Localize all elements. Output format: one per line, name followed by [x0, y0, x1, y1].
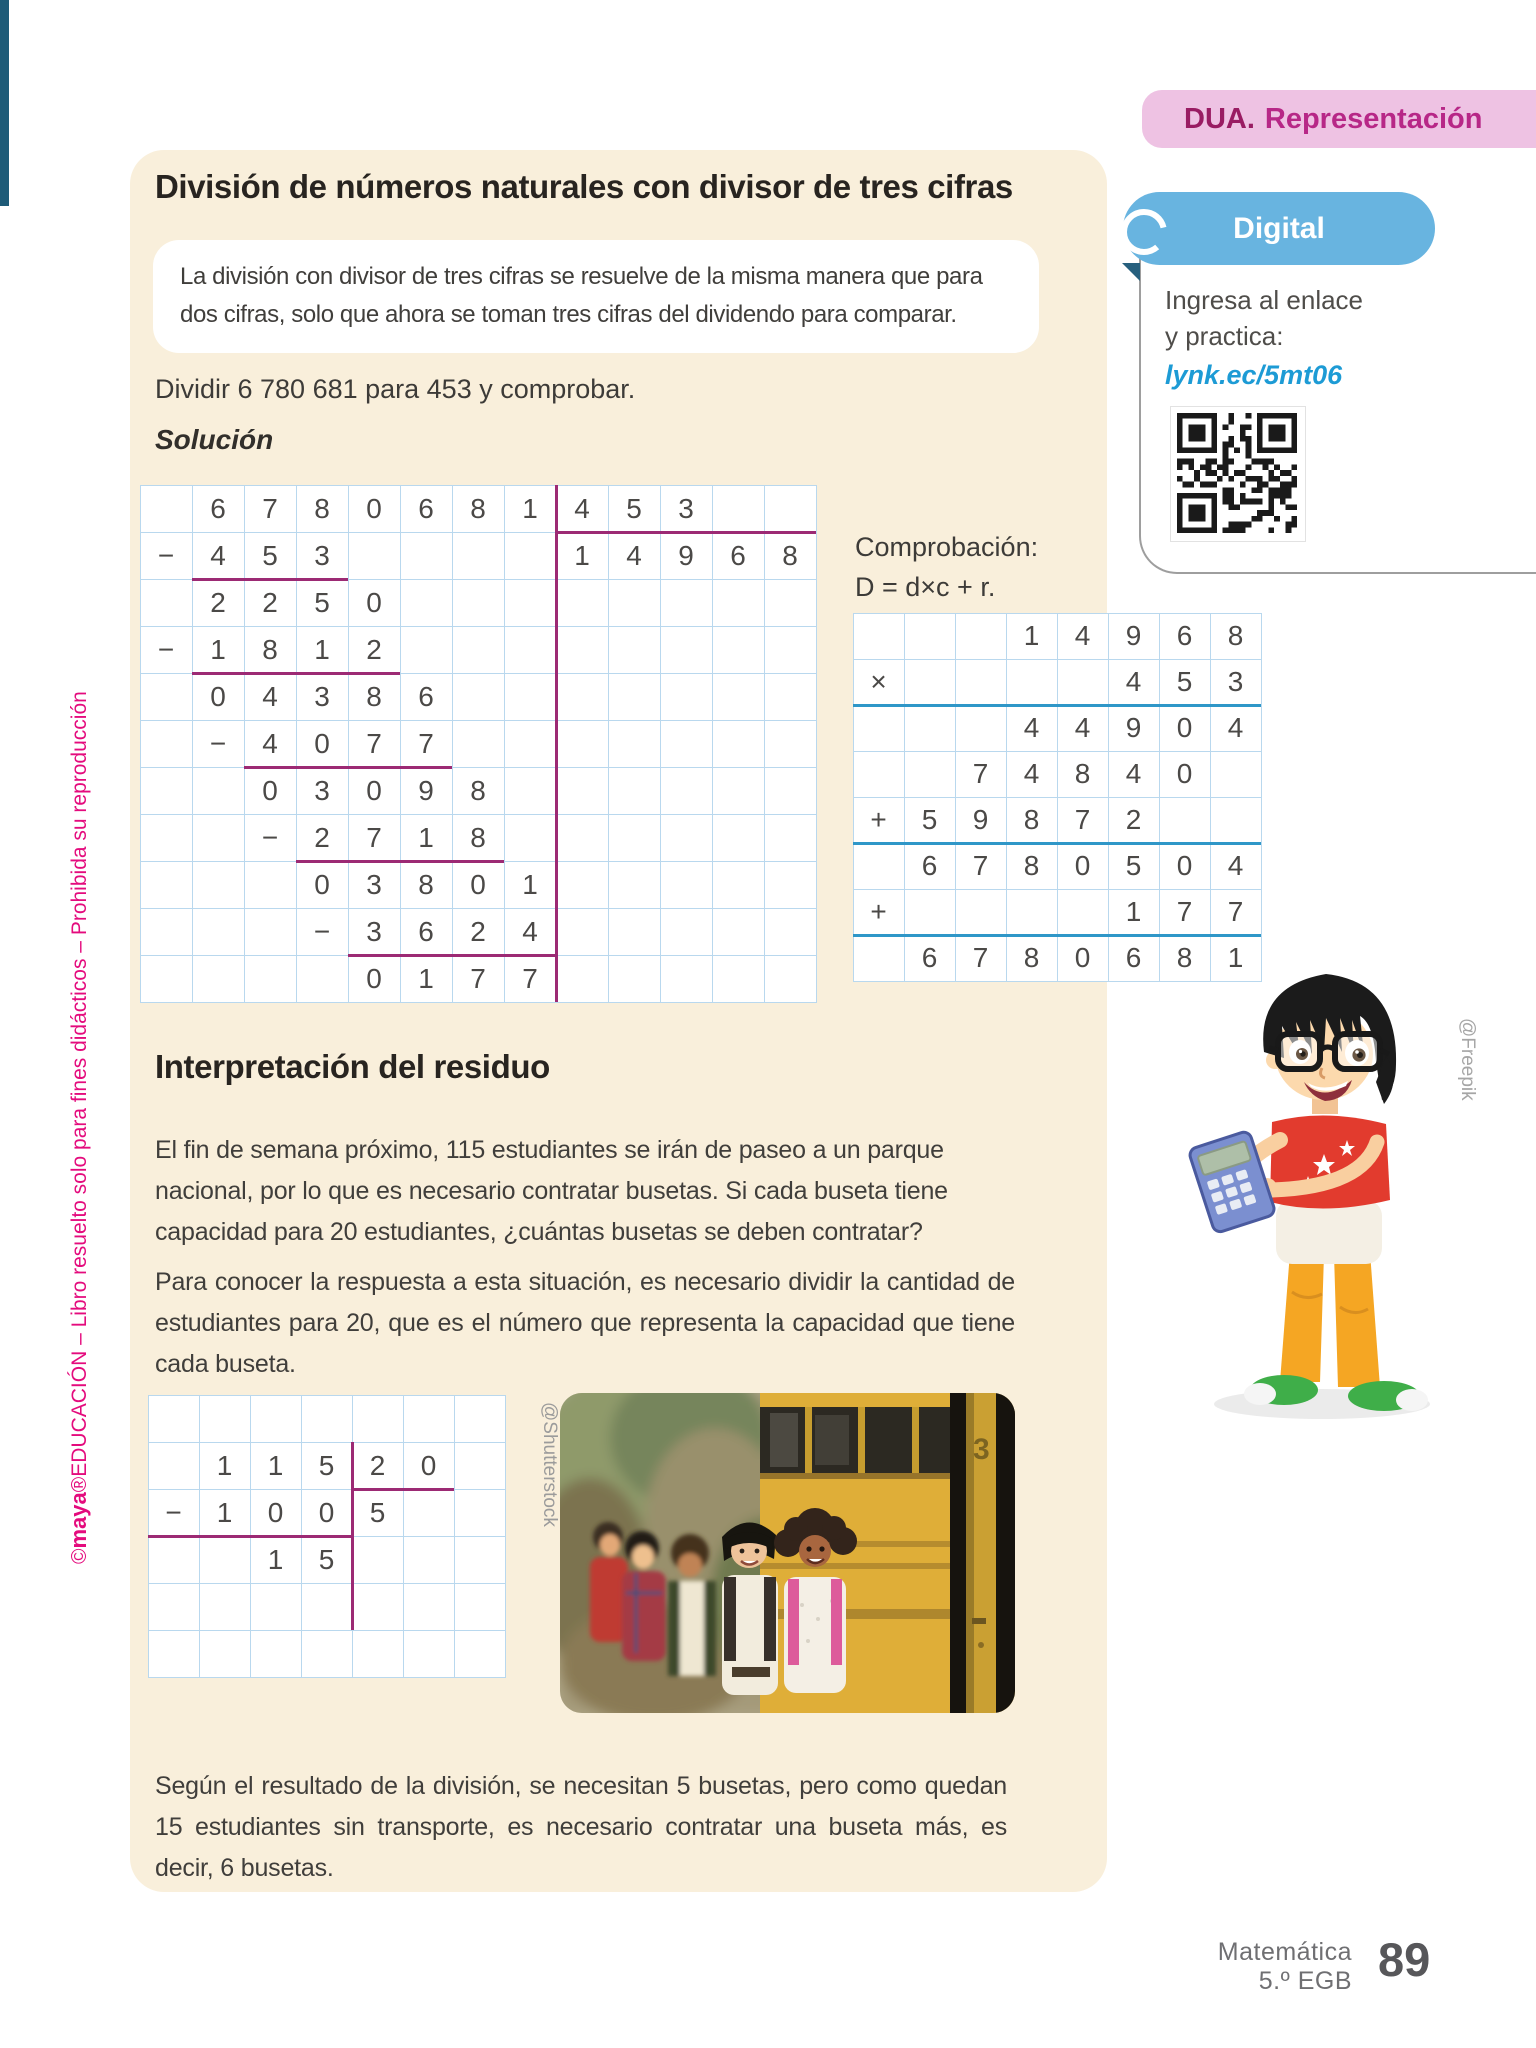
- grid-digit: 4: [262, 680, 278, 712]
- grid-digit: 7: [1074, 804, 1091, 835]
- grid-digit: 5: [921, 804, 938, 835]
- division-grid: [140, 485, 817, 1003]
- grid-digit: 1: [522, 492, 538, 524]
- intro-text: [180, 258, 1020, 334]
- grid-digit: 0: [366, 492, 382, 524]
- divisor-line: [351, 1442, 354, 1630]
- credit-copyright: ©: [68, 1548, 91, 1564]
- grid-digit: 0: [1074, 942, 1091, 973]
- grid-digit: 7: [522, 962, 538, 994]
- grid-digit: −: [313, 915, 331, 947]
- grid-digit: 8: [1176, 942, 1193, 973]
- grid-digit: 8: [418, 868, 434, 900]
- digital-c-logo-icon: [1116, 204, 1176, 264]
- grid-digit: 0: [1176, 712, 1193, 743]
- grid-digit: 5: [1125, 850, 1142, 881]
- publisher-credit: [66, 691, 92, 1564]
- grid-digit: 7: [366, 727, 382, 759]
- grid-digit: −: [157, 539, 175, 571]
- grid-digit: 1: [267, 1543, 284, 1575]
- grid-digit: 1: [418, 962, 434, 994]
- grid-digit: 7: [470, 962, 486, 994]
- grid-digit: 8: [314, 492, 330, 524]
- grid-digit: 4: [1227, 712, 1244, 743]
- paragraph-method: Para conocer la respuesta a esta situación, es necesario dividir la cantidad de estudiantes para 20, que es el número que representa la capacidad que tiene cada buseta.: [155, 1268, 1015, 1378]
- grid-digit: 9: [972, 804, 989, 835]
- grid-digit: 2: [369, 1449, 386, 1481]
- grid-digit: 0: [267, 1496, 284, 1528]
- grid-digit: 6: [1176, 620, 1193, 651]
- grid-digit: 3: [678, 492, 694, 524]
- grid-digit: 8: [1074, 758, 1091, 789]
- operation-line: [853, 842, 1261, 845]
- grid-digit: 0: [318, 1496, 335, 1528]
- grid-digit: 5: [626, 492, 642, 524]
- grid-digit: +: [870, 896, 887, 927]
- grid-digit: 4: [1023, 712, 1040, 743]
- children-bus-photo: [560, 1393, 1015, 1713]
- grid-digit: 5: [318, 1543, 335, 1575]
- solution-label: Solución: [155, 424, 274, 455]
- grid-digit: 2: [470, 915, 486, 947]
- operation-line: [192, 578, 348, 581]
- grid-digit: 4: [1074, 712, 1091, 743]
- grid-digit: 6: [921, 850, 938, 881]
- small-division-grid: [148, 1395, 506, 1678]
- digital-text-line-1: Ingresa al enlace: [1165, 285, 1364, 315]
- grid-digit: 6: [921, 942, 938, 973]
- intro-line-2: dos cifras, solo que ahora se toman tres cifras del dividendo para comparar.: [180, 301, 957, 328]
- grid-digit: 6: [210, 492, 226, 524]
- grid-digit: 7: [972, 850, 989, 881]
- grid-digit: 0: [366, 962, 382, 994]
- operation-line: [352, 1488, 454, 1491]
- grid-digit: 0: [314, 727, 330, 759]
- grid-digit: 4: [262, 727, 278, 759]
- grid-digit: 0: [314, 868, 330, 900]
- check-label-block: [855, 527, 1038, 607]
- exercise-statement: Dividir 6 780 681 para 453 y comprobar.: [155, 374, 636, 404]
- grid-digit: 8: [470, 492, 486, 524]
- grid-digit: 0: [1176, 850, 1193, 881]
- grid-digit: 7: [418, 727, 434, 759]
- grid-digit: 4: [1125, 666, 1142, 697]
- grid-digit: 1: [522, 868, 538, 900]
- grid-digit: 6: [418, 915, 434, 947]
- grid-digit: 5: [314, 586, 330, 618]
- boy-calculator-illustration: [1172, 962, 1472, 1422]
- grid-digit: 1: [1125, 896, 1142, 927]
- illustration-credit: @Freepik: [1457, 1018, 1478, 1101]
- photo-credit: @Shutterstock: [539, 1402, 560, 1527]
- grid-digit: 6: [1125, 942, 1142, 973]
- grid-digit: −: [157, 633, 175, 665]
- grid-digit: 0: [470, 868, 486, 900]
- grid-digit: 3: [314, 539, 330, 571]
- grid-digit: 5: [1176, 666, 1193, 697]
- grid-digit: 2: [314, 821, 330, 853]
- left-accent-bar: [0, 0, 9, 206]
- credit-brand: maya: [66, 1492, 91, 1549]
- credit-rest: ®EDUCACIÓN – Libro resuelto solo para fines didácticos – Prohibida su reproducción: [68, 691, 91, 1493]
- dua-badge: [1142, 90, 1536, 148]
- operation-line: [556, 531, 816, 534]
- grid-digit: 0: [210, 680, 226, 712]
- grid-digit: 2: [1125, 804, 1142, 835]
- grid-digit: 0: [262, 774, 278, 806]
- page-number: 89: [1378, 1933, 1431, 1986]
- check-grid: [853, 613, 1262, 982]
- grid-digit: 1: [574, 539, 590, 571]
- grid-digit: 8: [470, 821, 486, 853]
- grid-digit: 8: [366, 680, 382, 712]
- grid-digit: 2: [262, 586, 278, 618]
- grid-digit: 6: [730, 539, 746, 571]
- operation-line: [148, 1535, 352, 1538]
- operation-line: [296, 860, 504, 863]
- grid-digit: 3: [314, 680, 330, 712]
- grid-digit: 1: [314, 633, 330, 665]
- divisor-line: [555, 485, 558, 1002]
- grid-digit: 1: [216, 1496, 233, 1528]
- grid-digit: 5: [318, 1449, 335, 1481]
- grid-digit: 3: [366, 915, 382, 947]
- digital-text-line-2: y practica:: [1165, 321, 1284, 351]
- paragraph-problem: El fin de semana próximo, 115 estudiantes se irán de paseo a un parque nacional, por lo que es necesario contratar busetas. Si cada buseta tiene capacidad para 20 estudiantes, ¿cuántas busetas se deben contratar?: [155, 1136, 948, 1246]
- grid-digit: ×: [870, 666, 887, 697]
- grid-digit: 0: [420, 1449, 437, 1481]
- grid-digit: 4: [522, 915, 538, 947]
- operation-line: [853, 704, 1261, 707]
- footer-subject: Matemática: [1217, 1938, 1352, 1966]
- grid-digit: 8: [782, 539, 798, 571]
- check-formula: D = d×c + r.: [855, 572, 996, 602]
- grid-digit: 4: [574, 492, 590, 524]
- operation-line: [348, 954, 556, 957]
- footer-subject-grade: [1100, 1938, 1352, 1996]
- grid-digit: 7: [366, 821, 382, 853]
- grid-digit: 9: [418, 774, 434, 806]
- grid-digit: 2: [366, 633, 382, 665]
- grid-digit: 1: [210, 633, 226, 665]
- operation-line: [244, 766, 452, 769]
- grid-digit: 9: [678, 539, 694, 571]
- grid-digit: 0: [366, 586, 382, 618]
- grid-digit: 5: [262, 539, 278, 571]
- check-label: Comprobación:: [855, 532, 1039, 562]
- grid-digit: 4: [1074, 620, 1091, 651]
- grid-digit: −: [261, 821, 279, 853]
- digital-text: [1165, 282, 1465, 354]
- grid-digit: 4: [626, 539, 642, 571]
- footer-grade: 5.º EGB: [1258, 1967, 1352, 1995]
- bus-number: 3: [973, 1433, 990, 1466]
- grid-digit: 7: [972, 758, 989, 789]
- grid-digit: 3: [1227, 666, 1244, 697]
- grid-digit: 0: [1074, 850, 1091, 881]
- grid-digit: 8: [262, 633, 278, 665]
- grid-digit: 8: [1023, 804, 1040, 835]
- intro-line-1: La división con divisor de tres cifras se resuelve de la misma manera que para: [180, 263, 983, 290]
- grid-digit: 1: [418, 821, 434, 853]
- grid-digit: 3: [366, 868, 382, 900]
- grid-digit: 3: [314, 774, 330, 806]
- grid-digit: 8: [1023, 850, 1040, 881]
- grid-digit: 8: [1227, 620, 1244, 651]
- operation-line: [192, 672, 400, 675]
- grid-digit: 1: [216, 1449, 233, 1481]
- grid-digit: 1: [1023, 620, 1040, 651]
- qr-code-icon: [1177, 413, 1297, 533]
- dua-prefix: DUA.: [1184, 102, 1255, 135]
- children-bus-photo-art: [560, 1393, 1015, 1713]
- digital-fold-icon: [1120, 263, 1142, 283]
- grid-digit: 4: [210, 539, 226, 571]
- grid-digit: 7: [1227, 896, 1244, 927]
- grid-digit: 9: [1125, 620, 1142, 651]
- grid-digit: −: [165, 1496, 182, 1528]
- paragraph-conclusion: Según el resultado de la división, se necesitan 5 busetas, pero como quedan 15 estudiantes sin transporte, es necesario contratar una buseta más, es decir, 6 busetas.: [155, 1772, 1007, 1882]
- operation-line: [853, 934, 1261, 937]
- grid-digit: 1: [267, 1449, 284, 1481]
- grid-digit: 8: [470, 774, 486, 806]
- dua-label: Representación: [1264, 102, 1483, 135]
- digital-title: Digital: [1233, 211, 1325, 245]
- page-title: División de números naturales con divisor de tres cifras: [155, 168, 1013, 205]
- grid-digit: 7: [262, 492, 278, 524]
- grid-digit: 0: [366, 774, 382, 806]
- grid-digit: 5: [369, 1496, 386, 1528]
- grid-digit: 9: [1125, 712, 1142, 743]
- grid-digit: 4: [1227, 850, 1244, 881]
- grid-digit: +: [870, 804, 887, 835]
- grid-digit: 2: [210, 586, 226, 618]
- section2-title: Interpretación del residuo: [155, 1048, 550, 1085]
- grid-digit: 6: [418, 680, 434, 712]
- grid-digit: 0: [1176, 758, 1193, 789]
- grid-digit: 8: [1023, 942, 1040, 973]
- grid-digit: −: [209, 727, 227, 759]
- grid-digit: 6: [418, 492, 434, 524]
- grid-digit: 4: [1125, 758, 1142, 789]
- grid-digit: 1: [1227, 942, 1244, 973]
- practice-link[interactable]: lynk.ec/5mt06: [1165, 360, 1343, 390]
- grid-digit: 7: [972, 942, 989, 973]
- grid-digit: 7: [1176, 896, 1193, 927]
- grid-digit: 4: [1023, 758, 1040, 789]
